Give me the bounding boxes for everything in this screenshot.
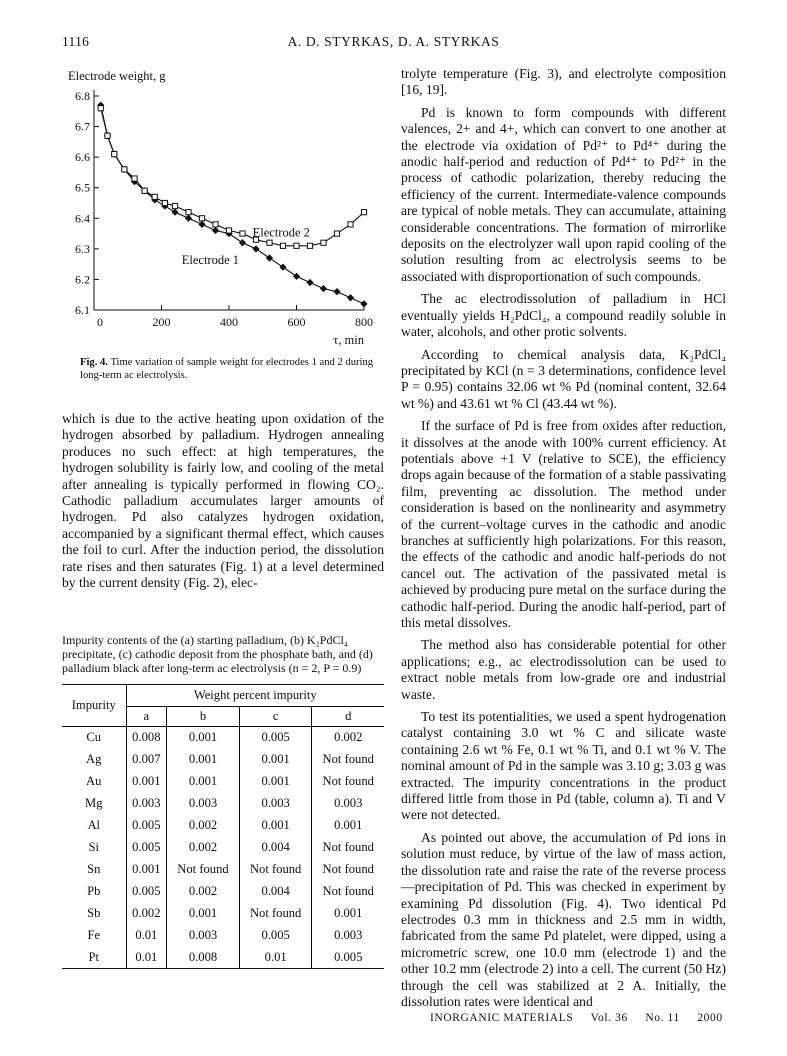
electrode-2-point bbox=[132, 176, 137, 181]
table-cell: 0.005 bbox=[312, 947, 384, 969]
electrode-2-point bbox=[226, 228, 231, 233]
series-line-1 bbox=[101, 105, 364, 304]
footer-journal: INORGANIC MATERIALS bbox=[430, 1012, 574, 1024]
right-paragraph: To test its potentialities, we used a spent hydrogenation catalyst containing 3.0 wt % C and silicate waste containing 2.6 wt % Fe, 0.1 wt % Ti, and 0.1 wt % V. The nominal amount of Pd in the sample was 3.10 g; 3.03 g was extracted. The impurity concentrations in the product differed little from those in Pd (table, column a). Ti and V were not detected. bbox=[401, 709, 726, 823]
table-cell: 0.002 bbox=[167, 881, 240, 903]
electrode-2-point bbox=[361, 210, 366, 215]
table-row bbox=[62, 925, 384, 947]
series-label-electrode-1: Electrode 1 bbox=[181, 253, 240, 268]
table-cell: 0.003 bbox=[312, 925, 384, 947]
y-axis-title: Electrode weight, g bbox=[68, 69, 166, 83]
table-cell: Not found bbox=[239, 903, 312, 925]
figure-4 bbox=[62, 66, 384, 366]
table-cell: Fe bbox=[87, 928, 101, 942]
x-tick-label: 600 bbox=[287, 315, 306, 329]
electrode-1-point bbox=[333, 288, 340, 295]
table-row bbox=[62, 727, 384, 749]
x-tick-label: 0 bbox=[97, 315, 103, 329]
right-paragraph: The ac electrodissolution of palladium in HCl eventually yields H₂PdCl₄, a compound readily soluble in water, alcohols, and other protic solvents. bbox=[401, 291, 726, 340]
right-paragraph: The method also has considerable potential for other applications; e.g., ac electrodissolution can be used to extract noble metals from low-grade ore and industrial waste. bbox=[401, 637, 726, 702]
table-cell: Mg bbox=[85, 796, 103, 810]
right-column-body bbox=[401, 66, 726, 1016]
electrode-1-point bbox=[266, 254, 273, 261]
table-cell: 0.005 bbox=[126, 815, 167, 837]
x-tick-label: 800 bbox=[355, 315, 373, 329]
page-number: 1116 bbox=[62, 34, 90, 49]
table-cell: 0.001 bbox=[126, 771, 167, 793]
table-cell: Not found bbox=[239, 859, 312, 881]
electrode-2-point bbox=[98, 106, 103, 111]
table-cell: Pb bbox=[87, 884, 101, 898]
electrode-2-point bbox=[105, 133, 110, 138]
table-cell: 0.01 bbox=[239, 947, 312, 969]
running-header-authors: A. D. STYRKAS, D. A. STYRKAS bbox=[287, 34, 500, 49]
figure-label: Fig. 4. bbox=[80, 357, 108, 368]
table-cell: 0.004 bbox=[239, 881, 312, 903]
table-cell: Not found bbox=[167, 859, 240, 881]
table-caption: Impurity contents of the (a) starting palladium, (b) K₂PdCl₄ precipitate, (c) cathodic deposit from the phosphate bath, and (d) palladium black after long-term ac electrolysis (n = 2, P = 0.9) bbox=[62, 633, 373, 675]
table-cell: 0.007 bbox=[126, 749, 167, 771]
weight-time-chart bbox=[62, 66, 384, 356]
electrode-2-point bbox=[294, 243, 299, 248]
table-col-header: c bbox=[239, 707, 312, 727]
y-tick-label: 6.8 bbox=[75, 89, 90, 103]
table-cell: 0.004 bbox=[239, 837, 312, 859]
table-cell: 0.002 bbox=[167, 815, 240, 837]
right-paragraph: If the surface of Pd is free from oxides after reduction, it dissolves at the anode with 100% current efficiency. At potentials above +1 V (relative to SCE), the efficiency drops again because of the formation of a stable passivating film, preventing ac dissolution. The method under consideration is based on the nonlinearity and asymmetry of the current–voltage curves in the cathodic and anodic branches at sufficiently high polarizations. For this reason, the effects of the cathodic and anodic half-periods do not cancel out. The activation of the passivated metal is achieved by producing pure metal on the surface during the cathodic half-period. During the anodic half-period, part of this metal dissolves. bbox=[401, 418, 727, 630]
table-cell: 0.005 bbox=[126, 881, 167, 903]
electrode-1-point bbox=[360, 300, 367, 307]
table-row bbox=[62, 749, 384, 771]
electrode-2-point bbox=[142, 188, 147, 193]
footer-year: 2000 bbox=[697, 1012, 723, 1024]
table-cell: 0.003 bbox=[167, 925, 240, 947]
journal-footer bbox=[430, 1012, 737, 1024]
table-cell: 0.003 bbox=[167, 793, 240, 815]
table-header-group: Weight percent impurity bbox=[126, 685, 384, 707]
right-paragraph: According to chemical analysis data, K₂PdCl₄ precipitated by KCl (n = 3 determinations, confidence level P = 0.95) contains 32.06 wt % Pd (nominal content, 32.64 wt %) and 43.61 wt % Cl (43.44 wt %). bbox=[401, 346, 726, 411]
table-cell: Not found bbox=[312, 837, 384, 859]
table-cell: 0.01 bbox=[126, 947, 167, 969]
electrode-1-point bbox=[252, 245, 259, 252]
table-cell: Not found bbox=[312, 881, 384, 903]
electrode-1-point bbox=[320, 285, 327, 292]
table-cell: 0.001 bbox=[312, 815, 384, 837]
x-axis-title: τ, min bbox=[333, 333, 364, 347]
electrode-1-point bbox=[212, 227, 219, 234]
x-tick-label: 200 bbox=[152, 315, 171, 329]
x-tick-label: 400 bbox=[220, 315, 238, 329]
electrode-1-point bbox=[347, 294, 354, 301]
right-paragraph: Pd is known to form compounds with different valences, 2+ and 4+, which can convert to one another at the electrode via oxidation of Pd²⁺ to Pd⁴⁺ during the anodic half-period and reduction of Pd⁴⁺ to Pd²⁺ in the process of cathodic polarization, thereby reducing the efficiency of the current. Intermediate-valence compounds are typical of noble metals. They can accumulate, attaining considerable concentrations. The formation of mirrorlike deposits on the electrolyzer wall upon rapid cooling of the solution resulting from ac electrolysis seems to be associated with disproportionation of such compounds. bbox=[401, 104, 726, 284]
table-cell: Sn bbox=[87, 862, 101, 876]
y-tick-label: 6.7 bbox=[75, 119, 90, 134]
table-cell: Si bbox=[88, 840, 99, 854]
table-cell: Pt bbox=[62, 947, 126, 969]
table-cell: 0.001 bbox=[239, 749, 312, 771]
table-cell: 0.01 bbox=[126, 925, 167, 947]
series-line-2 bbox=[101, 108, 364, 246]
table-cell: 0.003 bbox=[126, 793, 167, 815]
table-cell: Sb bbox=[87, 906, 101, 920]
y-tick-label: 6.2 bbox=[75, 272, 90, 287]
electrode-1-point bbox=[306, 279, 313, 286]
electrode-2-point bbox=[280, 243, 285, 248]
table-row bbox=[62, 793, 384, 815]
table-row bbox=[62, 837, 384, 859]
table-cell: Cu bbox=[86, 730, 102, 745]
electrode-2-point bbox=[213, 222, 218, 227]
electrode-2-point bbox=[162, 200, 167, 205]
electrode-2-point bbox=[321, 240, 326, 245]
table-cell: 0.001 bbox=[239, 771, 312, 793]
table-col-header: d bbox=[312, 707, 384, 727]
impurity-table bbox=[62, 684, 384, 969]
table-cell: 0.002 bbox=[312, 727, 384, 749]
electrode-2-point bbox=[172, 203, 177, 208]
y-tick-label: 6.1 bbox=[75, 303, 90, 317]
electrode-2-point bbox=[152, 194, 157, 199]
table-row bbox=[62, 903, 384, 925]
electrode-2-point bbox=[112, 151, 117, 156]
table-cell: 0.001 bbox=[312, 903, 384, 925]
electrode-1-point bbox=[239, 239, 246, 246]
electrode-2-point bbox=[348, 222, 353, 227]
electrode-2-point bbox=[240, 231, 245, 236]
table-cell: 0.005 bbox=[126, 837, 167, 859]
figure-caption bbox=[80, 356, 380, 382]
table-cell: Au bbox=[86, 774, 102, 788]
electrode-2-point bbox=[267, 240, 272, 245]
electrode-1-point bbox=[279, 264, 286, 271]
electrode-2-point bbox=[122, 167, 127, 172]
figure-caption-text: Time variation of sample weight for electrodes 1 and 2 during long-term ac electrolysis. bbox=[80, 357, 374, 381]
table-row bbox=[62, 947, 384, 969]
electrode-1-point bbox=[293, 273, 300, 280]
table-cell: 0.005 bbox=[239, 925, 312, 947]
table-header-impurity: Impurity bbox=[62, 685, 126, 727]
electrode-2-point bbox=[199, 216, 204, 221]
electrode-2-point bbox=[186, 210, 191, 215]
electrode-2-point bbox=[334, 231, 339, 236]
y-tick-label: 6.6 bbox=[75, 150, 90, 165]
table-cell: Not found bbox=[312, 771, 384, 793]
table-row bbox=[62, 815, 384, 837]
table-cell: 0.008 bbox=[167, 947, 240, 969]
electrode-2-point bbox=[307, 243, 312, 248]
table-cell: 0.001 bbox=[167, 749, 240, 771]
running-header bbox=[0, 34, 787, 54]
left-column-body bbox=[62, 411, 384, 591]
table-row bbox=[62, 771, 384, 793]
table-cell: 0.001 bbox=[239, 815, 312, 837]
y-tick-label: 6.5 bbox=[75, 180, 90, 195]
table-row bbox=[62, 881, 384, 903]
table-cell: 0.001 bbox=[167, 771, 240, 793]
table-cell: Not found bbox=[312, 749, 384, 771]
right-paragraph: trolyte temperature (Fig. 3), and electrolyte composition [16, 19]. bbox=[401, 66, 726, 98]
table-cell: 0.003 bbox=[239, 793, 312, 815]
table-cell: 0.002 bbox=[167, 837, 240, 859]
table-cell: Not found bbox=[312, 859, 384, 881]
left-paragraph: which is due to the active heating upon oxidation of the hydrogen absorbed by palladium. Hydrogen annealing produces no such effect: at high temperatures, the hydrogen solubility is fairly low, and cooling of the metal after annealing is typically performed in flowing CO₂. Cathodic palladium accumulates larger amounts of hydrogen. Pd also catalyzes hydrogen oxidation, accompanied by a significant thermal effect, which causes the foil to curl. After the induction period, the dissolution rate rises and then saturates (Fig. 1) at a level determined by the current density (Fig. 2), elec- bbox=[62, 411, 384, 591]
table-cell: 0.002 bbox=[126, 903, 167, 925]
table-col-header: b bbox=[167, 707, 240, 727]
table-cell: 0.001 bbox=[167, 727, 240, 749]
table-cell: Al bbox=[87, 818, 101, 832]
electrode-1-point bbox=[171, 209, 178, 216]
table-col-header: a bbox=[126, 707, 167, 727]
series-label-electrode-2: Electrode 2 bbox=[252, 225, 310, 240]
footer-number: No. 11 bbox=[645, 1012, 680, 1024]
table-cell: 0.001 bbox=[126, 859, 167, 881]
footer-volume: Vol. 36 bbox=[590, 1012, 628, 1024]
y-tick-label: 6.4 bbox=[75, 211, 90, 226]
electrode-1-point bbox=[185, 215, 192, 222]
table-row bbox=[62, 859, 384, 881]
table-cell: Ag bbox=[86, 752, 102, 766]
table-cell: 0.003 bbox=[312, 793, 384, 815]
table-cell: 0.005 bbox=[239, 727, 312, 749]
y-tick-label: 6.3 bbox=[75, 241, 90, 256]
table-cell: 0.001 bbox=[167, 903, 240, 925]
table-cell: 0.008 bbox=[126, 727, 167, 749]
right-paragraph: As pointed out above, the accumulation of Pd ions in solution must reduce, by virtue of the law of mass action, the dissolution rate and raise the rate of the reverse process—precipitation of Pd. This was checked in experiment by examining Pd dissolution (Fig. 4). Two identical Pd electrodes 0.3 mm in thickness and 2.5 mm in width, fabricated from the same Pd platelet, were dipped, using a micrometric screw, one 10.0 mm (electrode 1) and the other 10.2 mm (electrode 2) into a cell. The current (50 Hz) through the cell was stabilized at 2 A. Initially, the dissolution rates were identical and bbox=[401, 829, 726, 1009]
electrode-1-point bbox=[198, 221, 205, 228]
